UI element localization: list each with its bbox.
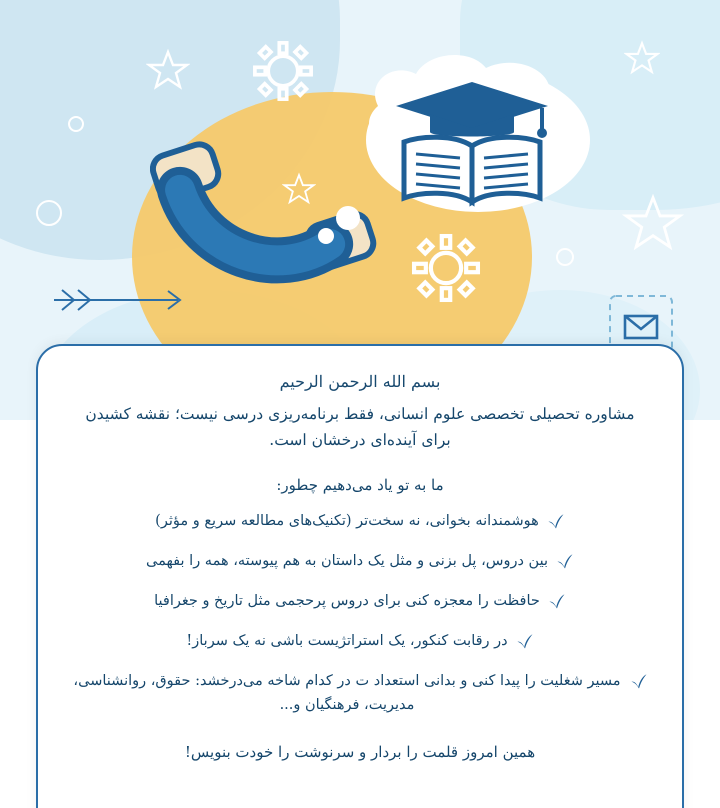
closing-text: همین امروز قلمت را بردار و سرنوشت را خودت بنویس! [184, 742, 536, 761]
check-icon [516, 632, 534, 650]
graduation-cap-icon [392, 78, 552, 140]
decorative-circle [68, 116, 84, 132]
check-icon [556, 552, 574, 570]
decorative-circle [36, 200, 62, 226]
star-icon [146, 48, 190, 92]
check-icon [548, 592, 566, 610]
headline-text: مشاوره تحصیلی تخصصی علوم انسانی، فقط برنامه‌ریزی درسی نیست؛ نقشه کشیدن برای آینده‌ای درخشان است. [85, 405, 635, 450]
gear-icon [404, 226, 488, 310]
list-item-label: مسیر شغلیت را پیدا کنی و بدانی استعداد ت در کدام شاخه می‌درخشد: حقوق، روانشناسی، مدیریت، فرهنگیان و... [73, 673, 621, 713]
list-item [72, 630, 648, 653]
basmala-text: بسم الله الرحمن الرحیم [279, 372, 441, 391]
list-item [72, 670, 648, 716]
check-icon [547, 512, 565, 530]
list-item-label: بین دروس، پل بزنی و مثل یک داستان به هم پیوسته، همه را بفهمی [146, 552, 548, 569]
gear-icon [246, 34, 320, 108]
content-card [36, 344, 684, 808]
benefits-list [72, 510, 648, 717]
open-book-icon [396, 132, 548, 212]
star-icon [622, 192, 684, 254]
list-item-label: هوشمندانه بخوانی، نه سخت‌تر (تکنیک‌های مطالعه سریع و مؤثر) [155, 512, 539, 529]
lead-text: ما به تو یاد می‌دهیم چطور: [276, 475, 444, 494]
list-item [72, 510, 648, 533]
star-icon [624, 40, 660, 76]
list-item [72, 590, 648, 613]
check-icon [630, 672, 648, 690]
list-item [72, 550, 648, 573]
list-item-label: حافظت را معجزه کنی برای دروس پرحجمی مثل تاریخ و جغرافیا [154, 593, 540, 610]
decorative-circle [556, 248, 574, 266]
list-item-label: در رقابت کنکور، یک استراتژیست باشی نه یک سرباز! [186, 633, 508, 650]
